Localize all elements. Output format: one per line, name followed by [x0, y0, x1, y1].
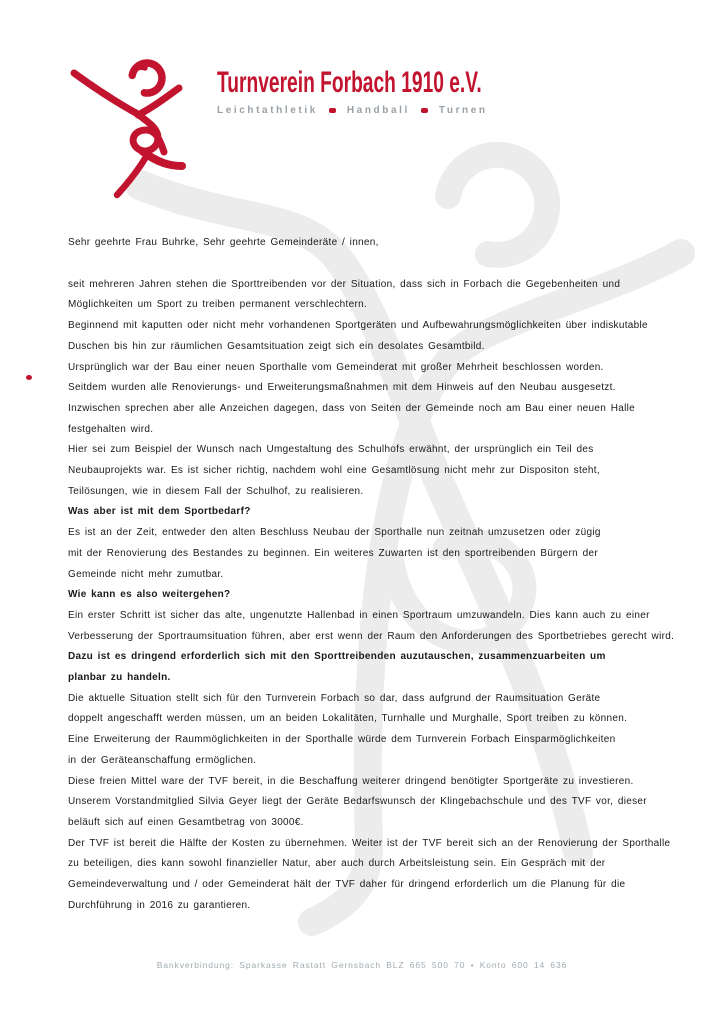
disciplines-line	[217, 105, 631, 116]
club-name: Turnverein Forbach 1910 e.V.	[217, 66, 482, 99]
letter-line: planbar zu handeln.	[68, 672, 171, 684]
letter-line: Ursprünglich war der Bau einer neuen Sporthalle vom Gemeinderat mit großer Mehrheit beschlossen worden.	[68, 361, 604, 373]
letter-line: doppelt angeschafft werden müssen, um an beiden Lokalitäten, Turnhalle und Murghalle, Sport treiben zu können.	[68, 713, 628, 725]
letter-line: Teilösungen, wie in diesem Fall der Schulhof, zu realisieren.	[68, 485, 364, 497]
letter-line: Inzwischen sprechen aber alle Anzeichen dagegen, dass von Seiten der Gemeinde noch am Bau einer neuen Halle	[68, 402, 635, 414]
letter-line: mit der Renovierung des Bestandes zu beginnen. Ein weiteres Zuwarten ist den sportreibenden Bürgern der	[68, 547, 598, 559]
letter-line: beläuft sich auf einen Gesamtbetrag von 3000€.	[68, 816, 304, 828]
letter-line: Diese freien Mittel ware der TVF bereit, in die Beschaffung weiterer dringend benötigter Sportgeräte zu investieren.	[68, 775, 634, 787]
discipline-handball: Handball	[346, 105, 410, 116]
letter-line: Was aber ist mit dem Sportbedarf?	[68, 506, 251, 518]
letter-line: Durchführung in 2016 zu garantieren.	[68, 899, 251, 911]
letterhead	[217, 68, 631, 116]
letter-line: zu beteiligen, dies kann sowohl finanzieller Natur, aber auch durch Arbeitsleistung sein. Ein Gespräch mit der	[68, 858, 606, 870]
letter-line: Wie kann es also weitergehen?	[68, 589, 231, 601]
letter-line: seit mehreren Jahren stehen die Sporttreibenden vor der Situation, dass sich in Forbach die Gegebenheiten und	[68, 278, 621, 290]
letter-line: Duschen bis hin zur räumlichen Gesamtsituation zeigt sich ein desolates Gesamtbild.	[68, 340, 485, 352]
letter-line: Beginnend mit kaputten oder nicht mehr vorhandenen Sportgeräten und Aufbewahrungsmöglichkeiten über indiskutable	[68, 320, 648, 332]
letter-line: Unserem Vorstandmitglied Silvia Geyer liegt der Geräte Bedarfswunsch der Klingebachschule und des TVF vor, dieser	[68, 796, 647, 808]
letter-line: Eine Erweiterung der Raummöglichkeiten in der Sporthalle würde dem Turnverein Forbach Einsparmöglichkeiten	[68, 734, 616, 746]
club-logo-gymnast-icon	[66, 56, 214, 214]
letter-body	[68, 233, 674, 917]
discipline-leichtathletik: Leichtathletik	[217, 105, 318, 116]
bank-details-footer: Bankverbindung: Sparkasse Rastatt Gernsbach BLZ 665 500 70 • Konto 600 14 636	[156, 960, 568, 970]
discipline-separator-icon	[329, 108, 336, 113]
letter-line: in der Geräteanschaffung ermöglichen.	[68, 754, 257, 766]
letter-line: Verbesserung der Sportraumsituation führen, aber erst wenn der Raum den Anforderungen des Sportbetriebes gerecht wird.	[68, 630, 675, 642]
letter-line: Ein erster Schritt ist sicher das alte, ungenutzte Hallenbad in einen Sportraum umzuwandeln. Dies kann auch zu einer	[68, 609, 650, 621]
letter-line: Gemeindeverwaltung und / oder Gemeinderat hält der TVF daher für dringend erforderlich um die Planung für die	[68, 879, 626, 891]
discipline-turnen: Turnen	[438, 105, 488, 116]
letter-line: Es ist an der Zeit, entweder den alten Beschluss Neubau der Sporthalle nun zeitnah umzusetzen oder zügig	[68, 527, 601, 539]
letter-line: Gemeinde nicht mehr zumutbar.	[68, 568, 224, 580]
letter-line: Möglichkeiten um Sport zu treiben permanent verschlechtern.	[68, 299, 368, 311]
letter-lines	[68, 275, 674, 917]
letter-line: Der TVF ist bereit die Hälfte der Kosten zu übernehmen. Weiter ist der TVF bereit sich an der Renovierung der Sporthalle	[68, 837, 671, 849]
letter-line: Die aktuelle Situation stellt sich für den Turnverein Forbach so dar, dass aufgrund der Raumsituation Geräte	[68, 692, 601, 704]
fold-mark-dot	[26, 375, 32, 380]
salutation: Sehr geehrte Frau Buhrke, Sehr geehrte Gemeinderäte / innen,	[68, 237, 379, 248]
letter-line: Dazu ist es dringend erforderlich sich mit den Sporttreibenden auzutauschen, zusammenzuarbeiten um	[68, 651, 606, 663]
letter-line: festgehalten wird.	[68, 423, 154, 435]
discipline-separator-icon	[421, 108, 428, 113]
letter-line: Seitdem wurden alle Renovierungs- und Erweiterungsmaßnahmen mit dem Hinweis auf den Neubau ausgesetzt.	[68, 382, 616, 394]
letter-line: Neubauprojekts war. Es ist sicher richtig, nachdem wohl eine Gesamtlösung nicht mehr zur Dispositon steht,	[68, 465, 600, 477]
letter-line: Hier sei zum Beispiel der Wunsch nach Umgestaltung des Schulhofs erwähnt, der ursprünglich ein Teil des	[68, 444, 594, 456]
